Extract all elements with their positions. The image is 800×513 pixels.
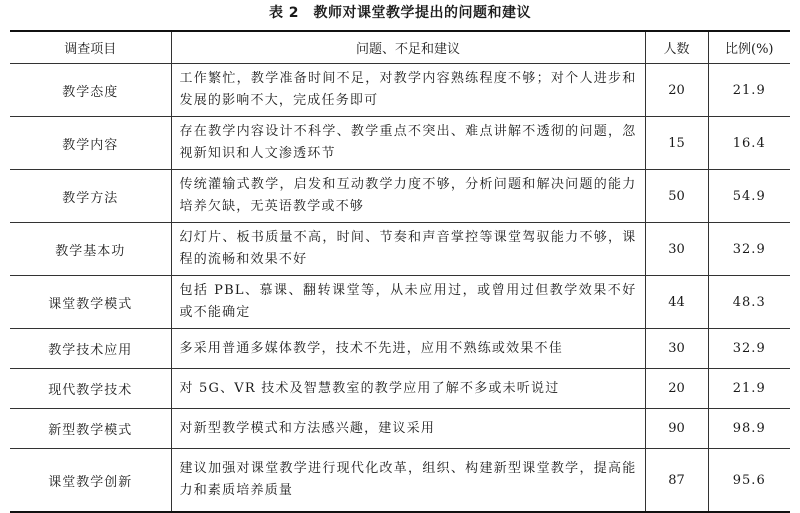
survey-table bbox=[10, 30, 790, 513]
row-ratio: 32.9 bbox=[708, 329, 790, 369]
row-count: 30 bbox=[645, 223, 708, 276]
header-count: 人数 bbox=[645, 31, 708, 64]
row-issues: 幻灯片、板书质量不高，时间、节奏和声音掌控等课堂驾驭能力不够，课程的流畅和效果不好 bbox=[171, 223, 645, 276]
row-issues: 建议加强对课堂教学进行现代化改革，组织、构建新型课堂教学，提高能力和素质培养质量 bbox=[171, 449, 645, 513]
row-item: 课堂教学模式 bbox=[10, 276, 171, 329]
row-issues: 包括 PBL、慕课、翻转课堂等，从未应用过，或曾用过但教学效果不好或不能确定 bbox=[171, 276, 645, 329]
row-ratio: 95.6 bbox=[708, 449, 790, 513]
row-ratio: 21.9 bbox=[708, 369, 790, 409]
row-item: 教学技术应用 bbox=[10, 329, 171, 369]
table-title: 表 2 教师对课堂教学提出的问题和建议 bbox=[268, 5, 532, 21]
row-count: 30 bbox=[645, 329, 708, 369]
header-issues: 问题、不足和建议 bbox=[171, 31, 645, 64]
table-row bbox=[10, 117, 790, 170]
row-ratio: 21.9 bbox=[708, 64, 790, 117]
row-item: 新型教学模式 bbox=[10, 409, 171, 449]
row-issues: 多采用普通多媒体教学，技术不先进，应用不熟练或效果不佳 bbox=[171, 329, 645, 369]
table-row bbox=[10, 329, 790, 369]
row-ratio: 54.9 bbox=[708, 170, 790, 223]
row-issues: 对新型教学模式和方法感兴趣，建议采用 bbox=[171, 409, 645, 449]
table-row bbox=[10, 369, 790, 409]
row-item: 现代教学技术 bbox=[10, 369, 171, 409]
row-count: 15 bbox=[645, 117, 708, 170]
row-item: 教学态度 bbox=[10, 64, 171, 117]
row-issues: 工作繁忙，教学准备时间不足，对教学内容熟练程度不够；对个人进步和发展的影响不大，完成任务即可 bbox=[171, 64, 645, 117]
row-ratio: 98.9 bbox=[708, 409, 790, 449]
row-issues: 传统灌输式教学，启发和互动教学力度不够，分析问题和解决问题的能力培养欠缺，无英语教学或不够 bbox=[171, 170, 645, 223]
row-count: 20 bbox=[645, 64, 708, 117]
table-row bbox=[10, 409, 790, 449]
table-row bbox=[10, 449, 790, 513]
table-row bbox=[10, 223, 790, 276]
header-item: 调查项目 bbox=[10, 31, 171, 64]
row-count: 50 bbox=[645, 170, 708, 223]
row-item: 教学内容 bbox=[10, 117, 171, 170]
table-row bbox=[10, 170, 790, 223]
row-issues: 对 5G、VR 技术及智慧教室的教学应用了解不多或未听说过 bbox=[171, 369, 645, 409]
row-ratio: 48.3 bbox=[708, 276, 790, 329]
row-count: 90 bbox=[645, 409, 708, 449]
row-item: 教学基本功 bbox=[10, 223, 171, 276]
row-item: 教学方法 bbox=[10, 170, 171, 223]
row-item: 课堂教学创新 bbox=[10, 449, 171, 513]
table-row bbox=[10, 64, 790, 117]
table-header-row bbox=[10, 31, 790, 64]
header-ratio: 比例(%) bbox=[708, 31, 790, 64]
row-count: 87 bbox=[645, 449, 708, 513]
row-count: 44 bbox=[645, 276, 708, 329]
row-ratio: 32.9 bbox=[708, 223, 790, 276]
row-ratio: 16.4 bbox=[708, 117, 790, 170]
table-row bbox=[10, 276, 790, 329]
row-count: 20 bbox=[645, 369, 708, 409]
row-issues: 存在教学内容设计不科学、教学重点不突出、难点讲解不透彻的问题，忽视新知识和人文渗透环节 bbox=[171, 117, 645, 170]
